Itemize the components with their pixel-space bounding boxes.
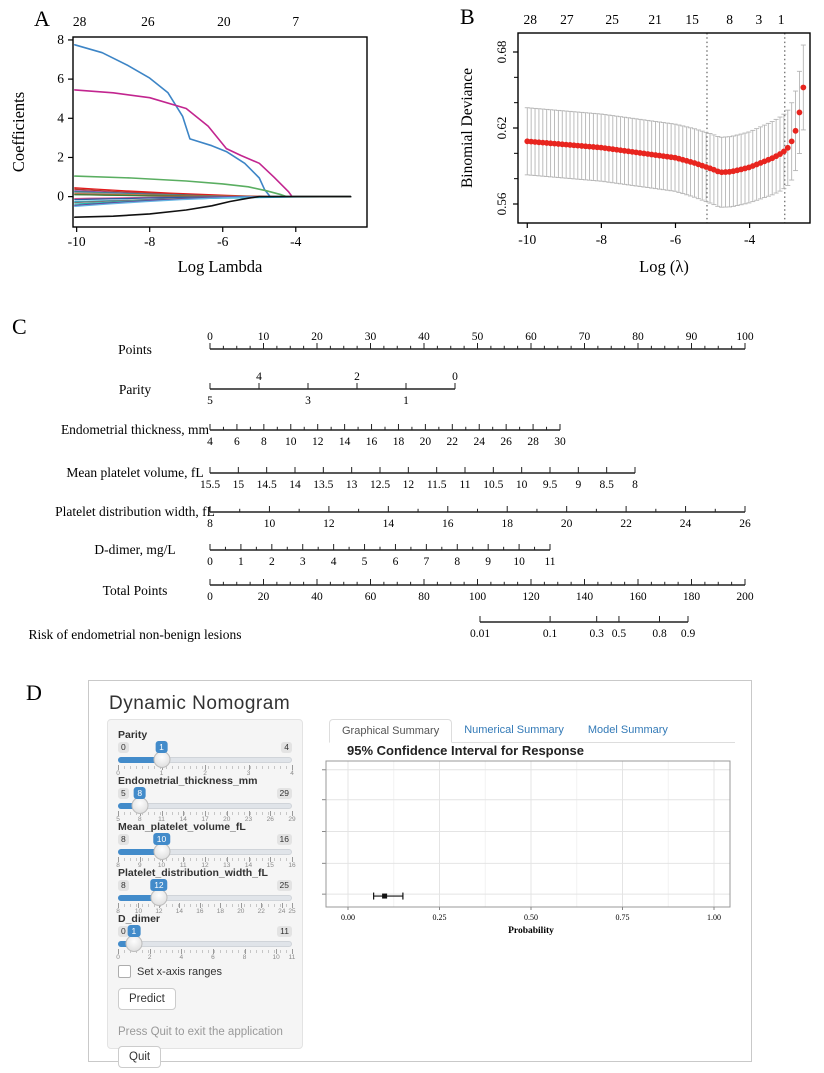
slider-tick-label: 10 [272, 954, 280, 961]
svg-text:30: 30 [554, 436, 566, 448]
svg-text:12.5: 12.5 [369, 479, 391, 491]
slider-grid [118, 904, 292, 907]
svg-text:160: 160 [629, 591, 647, 603]
svg-text:9: 9 [485, 556, 492, 568]
svg-text:0: 0 [207, 591, 213, 603]
svg-text:11: 11 [544, 556, 556, 568]
svg-text:0.01: 0.01 [469, 628, 491, 640]
svg-text:8.5: 8.5 [599, 479, 614, 491]
svg-text:8: 8 [260, 436, 267, 448]
svg-text:30: 30 [364, 331, 377, 343]
svg-text:0: 0 [57, 188, 64, 204]
slider-tick-label: 12 [201, 862, 209, 869]
set-x-axis-ranges-checkbox[interactable] [118, 965, 131, 978]
svg-text:1: 1 [777, 12, 785, 27]
slider-label: Parity [118, 729, 148, 741]
svg-text:10.5: 10.5 [483, 479, 504, 491]
slider-tick-label: 6 [211, 954, 215, 961]
slider-tick-label: 14 [179, 816, 187, 823]
slider-track-area[interactable] [116, 879, 296, 915]
svg-text:13: 13 [345, 479, 358, 491]
svg-text:0.68: 0.68 [494, 40, 509, 64]
slider-value-tooltip: 8 [133, 787, 146, 799]
svg-text:26: 26 [141, 14, 155, 29]
svg-text:28: 28 [72, 14, 87, 29]
app-window [88, 680, 752, 1062]
slider-tick-label: 22 [257, 908, 265, 915]
ci-probability-plot [319, 759, 739, 941]
slider-tick-label: 13 [223, 862, 231, 869]
svg-text:8: 8 [454, 556, 461, 568]
svg-text:Endometrial thickness, mm: Endometrial thickness, mm [60, 422, 210, 437]
slider-tick-label: 10 [157, 862, 166, 869]
slider-min-label: 5 [118, 788, 129, 799]
slider-min-label: 8 [118, 834, 129, 845]
panel-label-a: A [34, 6, 50, 31]
svg-text:-10: -10 [67, 234, 86, 249]
quit-note: Press Quit to exit the application [118, 1026, 283, 1038]
slider-handle[interactable] [153, 843, 170, 860]
svg-text:140: 140 [575, 591, 594, 603]
summary-tabs [329, 719, 735, 743]
slider-value-tooltip: 1 [127, 925, 140, 937]
slider-tick-label: 20 [237, 908, 245, 915]
slider-value-tooltip: 12 [150, 879, 167, 891]
svg-text:18: 18 [392, 436, 405, 448]
slider-tick-label: 9 [137, 862, 142, 869]
slider-tick-label: 16 [196, 908, 204, 915]
slider-tick-label: 15 [266, 862, 274, 869]
svg-text:-10: -10 [518, 232, 537, 247]
svg-text:20: 20 [311, 331, 323, 343]
svg-text:70: 70 [578, 331, 591, 343]
svg-text:0.75: 0.75 [615, 913, 630, 922]
slider-min-label: 0 [118, 742, 129, 753]
slider-tick-label: 16 [288, 862, 296, 869]
svg-text:15: 15 [232, 479, 245, 491]
panel-label-c: C [12, 314, 27, 339]
slider-tick-label: 29 [288, 816, 296, 823]
slider-track-area[interactable] [116, 787, 296, 823]
svg-text:0.25: 0.25 [432, 913, 447, 922]
svg-text:40: 40 [311, 591, 323, 603]
svg-text:28: 28 [527, 436, 539, 448]
slider-tick-label: 3 [246, 770, 251, 777]
slider-min-label: 0 [118, 926, 129, 937]
svg-text:2: 2 [354, 371, 360, 383]
svg-text:0.00: 0.00 [341, 913, 355, 922]
slider-tick-label: 12 [155, 908, 163, 915]
svg-text:28: 28 [523, 12, 537, 27]
svg-text:14.5: 14.5 [256, 479, 277, 491]
slider-handle[interactable] [153, 751, 170, 768]
svg-text:3: 3 [755, 12, 763, 27]
svg-text:26: 26 [500, 436, 512, 448]
svg-text:-8: -8 [595, 232, 608, 247]
svg-text:2: 2 [57, 149, 64, 165]
svg-text:Total Points: Total Points [102, 583, 168, 598]
slider-tick-label: 4 [290, 770, 294, 777]
slider-max-label: 16 [277, 834, 292, 845]
tab-numerical-summary[interactable]: Numerical Summary [464, 724, 564, 736]
svg-text:D-dimer, mg/L: D-dimer, mg/L [94, 542, 176, 557]
slider-label: D_dimer [118, 913, 161, 925]
slider-tick-label: 8 [116, 862, 120, 869]
svg-text:6: 6 [234, 436, 240, 448]
set-x-axis-ranges-label: Set x-axis ranges [137, 965, 222, 978]
panel-label-b: B [460, 4, 475, 29]
svg-text:0.3: 0.3 [589, 628, 604, 640]
svg-text:21: 21 [648, 12, 662, 27]
slider-track-area[interactable] [116, 925, 296, 961]
svg-text:24: 24 [473, 436, 485, 448]
slider-tick-label: 8 [137, 816, 142, 823]
slider-endometrial-thickness-mm [116, 775, 296, 823]
slider-label: Platelet_distribution_width_fL [118, 867, 268, 879]
lasso-coefficients-chart [0, 0, 412, 292]
dynamic-nomogram-panel [0, 660, 824, 1073]
svg-text:22: 22 [620, 518, 632, 530]
svg-text:10: 10 [285, 436, 297, 448]
svg-text:-8: -8 [144, 234, 156, 249]
svg-text:0.8: 0.8 [652, 628, 667, 640]
slider-tick-label: 8 [242, 954, 247, 961]
svg-text:Log (λ): Log (λ) [639, 257, 689, 276]
svg-text:Risk of endometrial non-benign: Risk of endometrial non-benign lesions [28, 627, 242, 642]
svg-text:60: 60 [364, 591, 377, 603]
svg-text:16: 16 [365, 436, 378, 448]
svg-text:90: 90 [685, 331, 698, 343]
slider-label: Endometrial_thickness_mm [118, 775, 258, 787]
svg-text:10: 10 [263, 518, 276, 530]
slider-tick-label: 14 [175, 908, 184, 915]
svg-text:100: 100 [736, 331, 754, 343]
slider-max-label: 4 [281, 742, 292, 753]
svg-text:3: 3 [299, 556, 306, 568]
svg-text:7: 7 [292, 14, 300, 29]
svg-text:7: 7 [423, 556, 430, 568]
svg-text:27: 27 [560, 12, 574, 27]
svg-text:15.5: 15.5 [199, 479, 221, 491]
slider-value-tooltip: 10 [153, 833, 170, 845]
quit-button[interactable]: Quit [118, 1046, 161, 1068]
svg-text:11.5: 11.5 [426, 479, 447, 491]
slider-grid [118, 950, 292, 953]
slider-parity [118, 729, 292, 775]
svg-text:Coefficients: Coefficients [9, 91, 28, 173]
svg-text:11: 11 [459, 479, 471, 491]
slider-handle[interactable] [131, 797, 148, 814]
svg-text:4: 4 [207, 436, 213, 448]
slider-tick-label: 4 [179, 954, 184, 961]
app-sidebar [107, 719, 303, 1063]
svg-text:60: 60 [525, 331, 537, 343]
nomogram-chart [0, 295, 824, 663]
svg-text:16: 16 [442, 518, 454, 530]
slider-tick-label: 11 [179, 862, 187, 869]
svg-text:0: 0 [207, 556, 213, 568]
svg-text:Binomial Deviance: Binomial Deviance [459, 67, 476, 189]
svg-text:12: 12 [402, 479, 415, 491]
slider-tick-label: 24 [278, 908, 286, 915]
svg-text:120: 120 [522, 591, 540, 603]
svg-text:5: 5 [361, 556, 368, 568]
slider-min-label: 8 [118, 880, 129, 891]
svg-text:4: 4 [330, 556, 337, 568]
svg-text:15: 15 [685, 12, 699, 27]
svg-text:10: 10 [515, 479, 528, 491]
svg-text:10: 10 [257, 331, 270, 343]
ci-plot-title: 95% Confidence Interval for Response [347, 743, 584, 758]
svg-text:1: 1 [238, 556, 244, 568]
slider-d-dimer [116, 913, 296, 961]
svg-text:4: 4 [256, 371, 262, 383]
set-x-axis-ranges-row [118, 965, 292, 978]
svg-text:Parity: Parity [118, 382, 152, 397]
svg-text:Points: Points [118, 342, 152, 357]
svg-text:10: 10 [513, 556, 525, 568]
svg-text:0: 0 [452, 371, 458, 383]
svg-text:24: 24 [679, 518, 692, 530]
svg-text:40: 40 [418, 331, 430, 343]
app-title: Dynamic Nomogram [109, 693, 291, 714]
svg-text:0.1: 0.1 [542, 628, 558, 640]
svg-text:0.50: 0.50 [524, 913, 538, 922]
svg-text:3: 3 [305, 395, 311, 407]
slider-tick-label: 18 [216, 908, 224, 915]
slider-tick-label: 14 [244, 862, 253, 869]
slider-tick-label: 25 [288, 908, 296, 915]
svg-text:4: 4 [57, 110, 64, 126]
svg-text:1: 1 [403, 395, 409, 407]
svg-text:Mean platelet volume, fL: Mean platelet volume, fL [66, 465, 204, 480]
binomial-deviance-chart [412, 0, 824, 292]
slider-tick-label: 0 [116, 954, 120, 961]
slider-tick-label: 8 [116, 908, 120, 915]
svg-text:8: 8 [726, 12, 733, 27]
predict-button[interactable]: Predict [118, 988, 176, 1010]
svg-text:100: 100 [468, 591, 487, 603]
slider-tick-label: 10 [134, 908, 143, 915]
svg-text:8: 8 [632, 479, 638, 491]
svg-text:0.62: 0.62 [494, 116, 509, 140]
slider-mean-platelet-volume-fl [116, 821, 296, 869]
svg-text:0.9: 0.9 [680, 628, 696, 640]
svg-text:6: 6 [392, 556, 399, 568]
slider-max-label: 29 [277, 788, 292, 799]
slider-handle[interactable] [125, 935, 142, 952]
slider-tick-label: 26 [266, 816, 274, 823]
slider-platelet-distribution-width-fl [116, 867, 296, 915]
slider-max-label: 25 [277, 880, 292, 891]
slider-value-tooltip: 1 [155, 741, 168, 753]
svg-text:Probability: Probability [508, 926, 554, 936]
svg-text:20: 20 [419, 436, 432, 448]
svg-text:9.5: 9.5 [542, 479, 558, 491]
slider-max-label: 11 [277, 926, 292, 937]
slider-handle[interactable] [150, 889, 167, 906]
slider-track-area[interactable] [116, 741, 294, 777]
svg-text:6: 6 [57, 71, 64, 87]
svg-text:12: 12 [311, 436, 324, 448]
slider-tick-label: 11 [158, 816, 165, 823]
svg-text:0: 0 [207, 331, 213, 343]
tab-model-summary[interactable]: Model Summary [587, 724, 668, 736]
svg-text:18: 18 [501, 518, 513, 530]
slider-tick-label: 23 [244, 816, 253, 823]
slider-tick-label: 2 [203, 770, 207, 777]
svg-text:180: 180 [682, 591, 701, 603]
panel-label-d: D [26, 680, 42, 705]
slider-tick-label: 0 [116, 770, 120, 777]
svg-text:22: 22 [446, 436, 459, 448]
svg-text:-4: -4 [290, 234, 302, 249]
svg-text:12: 12 [323, 518, 335, 530]
tab-graphical-summary[interactable]: Graphical Summary [329, 719, 452, 743]
svg-text:1.00: 1.00 [707, 913, 721, 922]
svg-text:200: 200 [736, 591, 754, 603]
slider-tick-label: 20 [223, 816, 231, 823]
slider-label: Mean_platelet_volume_fL [118, 821, 246, 833]
svg-text:-4: -4 [743, 232, 756, 247]
svg-text:-6: -6 [217, 234, 229, 249]
svg-text:-6: -6 [669, 232, 682, 247]
slider-tick-label: 17 [201, 816, 209, 823]
svg-text:50: 50 [471, 331, 484, 343]
svg-text:2: 2 [268, 556, 275, 568]
svg-text:20: 20 [560, 518, 573, 530]
svg-text:80: 80 [632, 331, 644, 343]
slider-track-area[interactable] [116, 833, 296, 869]
svg-text:80: 80 [418, 591, 430, 603]
svg-text:0.5: 0.5 [611, 628, 627, 640]
svg-text:20: 20 [217, 14, 231, 29]
svg-text:8: 8 [57, 31, 64, 47]
slider-tick-label: 11 [288, 954, 296, 961]
svg-text:14: 14 [338, 436, 351, 448]
slider-list [116, 729, 296, 961]
svg-text:5: 5 [207, 395, 213, 407]
svg-text:9: 9 [575, 479, 582, 491]
svg-text:20: 20 [257, 591, 270, 603]
slider-tick-label: 5 [116, 816, 120, 823]
svg-text:Log Lambda: Log Lambda [177, 257, 263, 276]
slider-tick-label: 1 [159, 770, 164, 777]
svg-text:Platelet distribution width, f: Platelet distribution width, fL [55, 504, 215, 519]
svg-text:14: 14 [289, 479, 301, 491]
svg-text:26: 26 [739, 518, 751, 530]
svg-text:8: 8 [207, 518, 213, 530]
svg-text:14: 14 [382, 518, 395, 530]
svg-text:0.56: 0.56 [494, 192, 509, 216]
slider-tick-label: 2 [147, 954, 152, 961]
slider-rail[interactable] [118, 941, 292, 947]
svg-text:25: 25 [605, 12, 619, 27]
svg-text:13.5: 13.5 [313, 479, 334, 491]
